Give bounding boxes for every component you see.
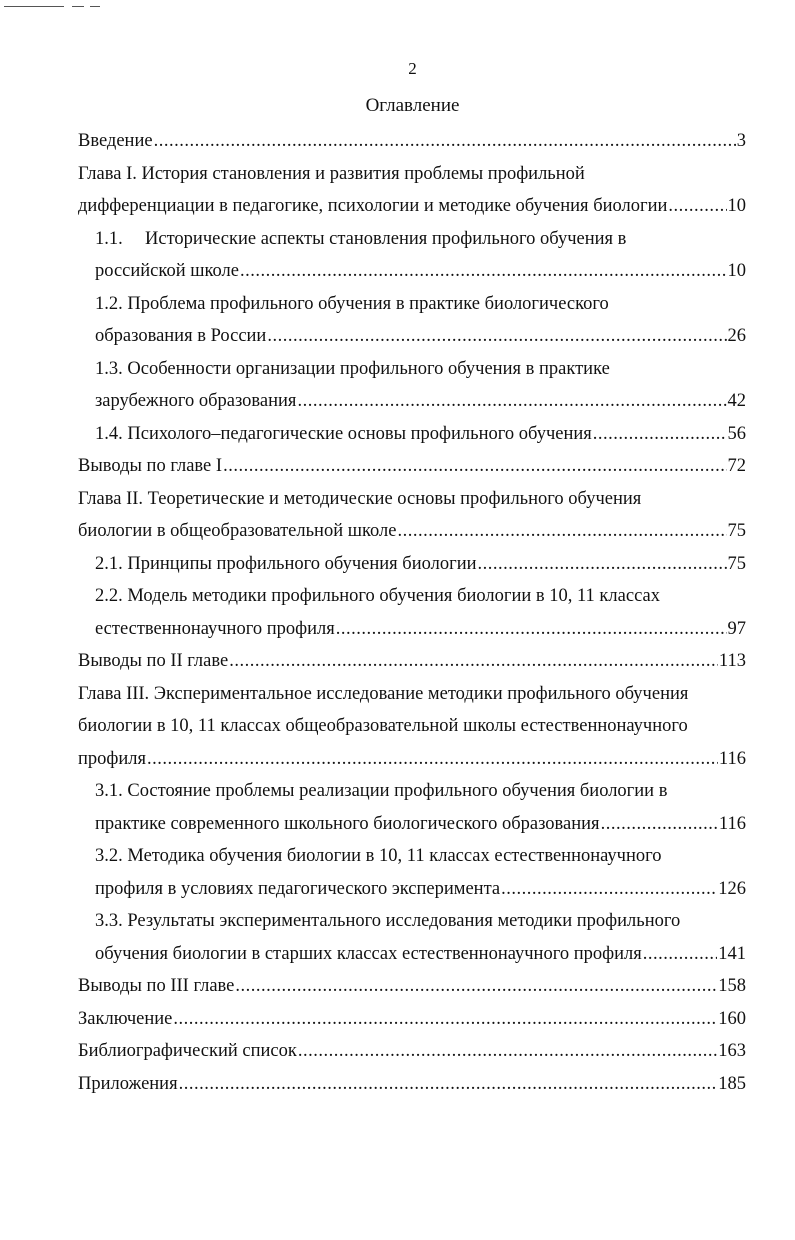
toc-entry-title: Выводы по главе I (78, 456, 223, 476)
scan-mark (72, 6, 84, 7)
toc-entry-line (78, 678, 746, 711)
toc-entry-line (78, 710, 746, 743)
toc-leader-dots (397, 515, 726, 548)
toc-leader-dots (601, 808, 718, 841)
toc-entry-line (95, 613, 746, 646)
toc-entry-title: Заключение (78, 1008, 173, 1029)
toc-leader-dots (179, 1068, 718, 1101)
toc-page-number: 75 (727, 521, 746, 541)
toc-entry[interactable] (78, 288, 746, 353)
toc-entry-line (95, 288, 746, 321)
toc-entry-title: Глава I. История становления и развития проблемы профильной (78, 163, 585, 184)
toc-page-number: 113 (718, 651, 746, 671)
toc-entry-line (78, 483, 746, 516)
toc-entry-line (78, 970, 746, 1003)
toc-page-number: 42 (727, 391, 746, 411)
toc-entry-line (78, 743, 746, 776)
toc-entry-title: 3.1. Состояние проблемы реализации профильного обучения биологии в (95, 781, 668, 801)
toc-entry[interactable] (78, 645, 746, 678)
toc-entry-line (78, 1003, 746, 1036)
scan-mark (4, 6, 64, 7)
toc-entry[interactable] (78, 678, 746, 776)
toc-entry-line (95, 223, 746, 256)
toc-page-number: 185 (718, 1073, 746, 1094)
toc-entry-line (95, 418, 746, 451)
toc-entry[interactable] (78, 450, 746, 483)
toc-leader-dots (501, 873, 717, 906)
toc-entry-title: 3.3. Результаты экспериментального исследования методики профильного (95, 911, 681, 931)
toc-entry-title: зарубежного образования (95, 391, 297, 411)
toc-entry[interactable] (78, 1003, 746, 1036)
toc-entry[interactable] (78, 125, 746, 158)
toc-entry-line (78, 125, 746, 158)
toc-entry-line (95, 873, 746, 906)
toc-page-number: 141 (718, 943, 746, 964)
toc-entry-line (95, 255, 746, 288)
toc-leader-dots (668, 190, 726, 223)
toc-page-number: 56 (727, 423, 746, 444)
toc-entry[interactable] (78, 353, 746, 418)
page-number: 2 (408, 59, 417, 78)
toc-entry-line (78, 158, 746, 191)
toc-leader-dots (229, 645, 718, 678)
toc-leader-dots (478, 548, 727, 581)
toc-entry-title: естественнонаучного профиля (95, 618, 335, 639)
toc-leader-dots (643, 938, 718, 971)
toc-entry-line (95, 385, 746, 418)
toc-entry-title: 2.2. Модель методики профильного обучения биологии в 10, 11 классах (95, 586, 660, 606)
toc-entry[interactable] (78, 223, 746, 288)
toc-entry-title: биологии в 10, 11 классах общеобразовательной школы естественнонаучного (78, 716, 688, 736)
toc-entry-title: 1.4. Психолого–педагогические основы профильного обучения (95, 423, 592, 444)
table-of-contents (78, 125, 746, 1100)
toc-entry-line (78, 1068, 746, 1101)
toc-entry[interactable] (78, 548, 746, 581)
toc-page-number: 75 (727, 553, 746, 574)
toc-leader-dots (336, 613, 727, 646)
toc-entry-title: Выводы по III главе (78, 976, 235, 996)
toc-entry-line (95, 905, 746, 938)
toc-entry-line (78, 1035, 746, 1068)
toc-entry[interactable] (78, 775, 746, 840)
toc-entry-line (95, 840, 746, 873)
toc-entry[interactable] (78, 158, 746, 223)
toc-leader-dots (173, 1003, 717, 1036)
toc-page-number: 160 (718, 1008, 746, 1029)
toc-entry[interactable] (78, 905, 746, 970)
toc-leader-dots (298, 1035, 717, 1068)
toc-entry-title: дифференциации в педагогике, психологии и методике обучения биологии (78, 196, 668, 216)
toc-leader-dots (593, 418, 727, 451)
toc-entry-line (95, 353, 746, 386)
toc-entry-title: 1.2. Проблема профильного обучения в практике биологического (95, 293, 609, 314)
toc-entry-title: обучения биологии в старших классах естественнонаучного профиля (95, 943, 642, 964)
toc-entry-line (95, 548, 746, 581)
toc-entry-line (78, 190, 746, 223)
toc-entry-title: биологии в общеобразовательной школе (78, 521, 397, 541)
toc-title: Оглавление (365, 95, 460, 116)
toc-page-number: 97 (727, 618, 746, 639)
toc-entry[interactable] (78, 418, 746, 451)
toc-entry-title: Библиографический список (78, 1041, 297, 1061)
toc-entry-line (95, 938, 746, 971)
toc-entry-title: образования в России (95, 326, 267, 346)
toc-leader-dots (235, 970, 717, 1003)
toc-entry[interactable] (78, 970, 746, 1003)
toc-entry-title: российской школе (95, 261, 239, 281)
toc-entry[interactable] (78, 1068, 746, 1101)
toc-entry-title: Глава II. Теоретические и методические основы профильного обучения (78, 488, 642, 509)
toc-page-number: 158 (718, 976, 746, 996)
toc-entry-title: 3.2. Методика обучения биологии в 10, 11 классах естественнонаучного (95, 846, 662, 866)
toc-leader-dots (297, 385, 726, 418)
toc-page-number: 10 (727, 196, 746, 216)
toc-leader-dots (154, 125, 736, 158)
toc-leader-dots (267, 320, 726, 353)
toc-entry-line (95, 320, 746, 353)
toc-leader-dots (240, 255, 727, 288)
toc-entry-line (78, 450, 746, 483)
toc-entry-title: Введение (78, 131, 153, 151)
toc-page-number: 10 (727, 261, 746, 281)
toc-entry-number: 1.1. (95, 228, 123, 249)
toc-page-number: 72 (727, 456, 746, 476)
scan-mark (90, 6, 100, 7)
toc-entry[interactable] (78, 580, 746, 645)
toc-entry-title: 1.1. Исторические аспекты становления профильного обучения в (95, 229, 626, 249)
toc-page-number: 163 (718, 1041, 746, 1061)
toc-page-number: 126 (718, 878, 746, 899)
toc-entry-line (78, 645, 746, 678)
toc-entry-title: 1.3. Особенности организации профильного обучения в практике (95, 358, 610, 379)
toc-entry-title: профиля (78, 748, 147, 769)
toc-page-number: 26 (727, 326, 746, 346)
toc-page-number: 116 (718, 813, 746, 834)
toc-leader-dots (147, 743, 718, 776)
toc-page-number: 116 (718, 748, 746, 769)
toc-entry-line (95, 580, 746, 613)
toc-leader-dots (223, 450, 726, 483)
toc-entry-line (95, 775, 746, 808)
toc-entry[interactable] (78, 483, 746, 548)
toc-entry-title: Глава III. Экспериментальное исследование методики профильного обучения (78, 683, 689, 704)
toc-entry-title: 2.1. Принципы профильного обучения биологии (95, 553, 477, 574)
toc-entry-title: Приложения (78, 1073, 178, 1094)
toc-page-number: 3 (736, 131, 746, 151)
toc-entry-title: Выводы по II главе (78, 651, 229, 671)
toc-entry[interactable] (78, 840, 746, 905)
toc-entry-title: практике современного школьного биологического образования (95, 813, 600, 834)
toc-entry[interactable] (78, 1035, 746, 1068)
toc-entry-line (78, 515, 746, 548)
toc-entry-title: профиля в условиях педагогического эксперимента (95, 878, 501, 899)
toc-entry-line (95, 808, 746, 841)
